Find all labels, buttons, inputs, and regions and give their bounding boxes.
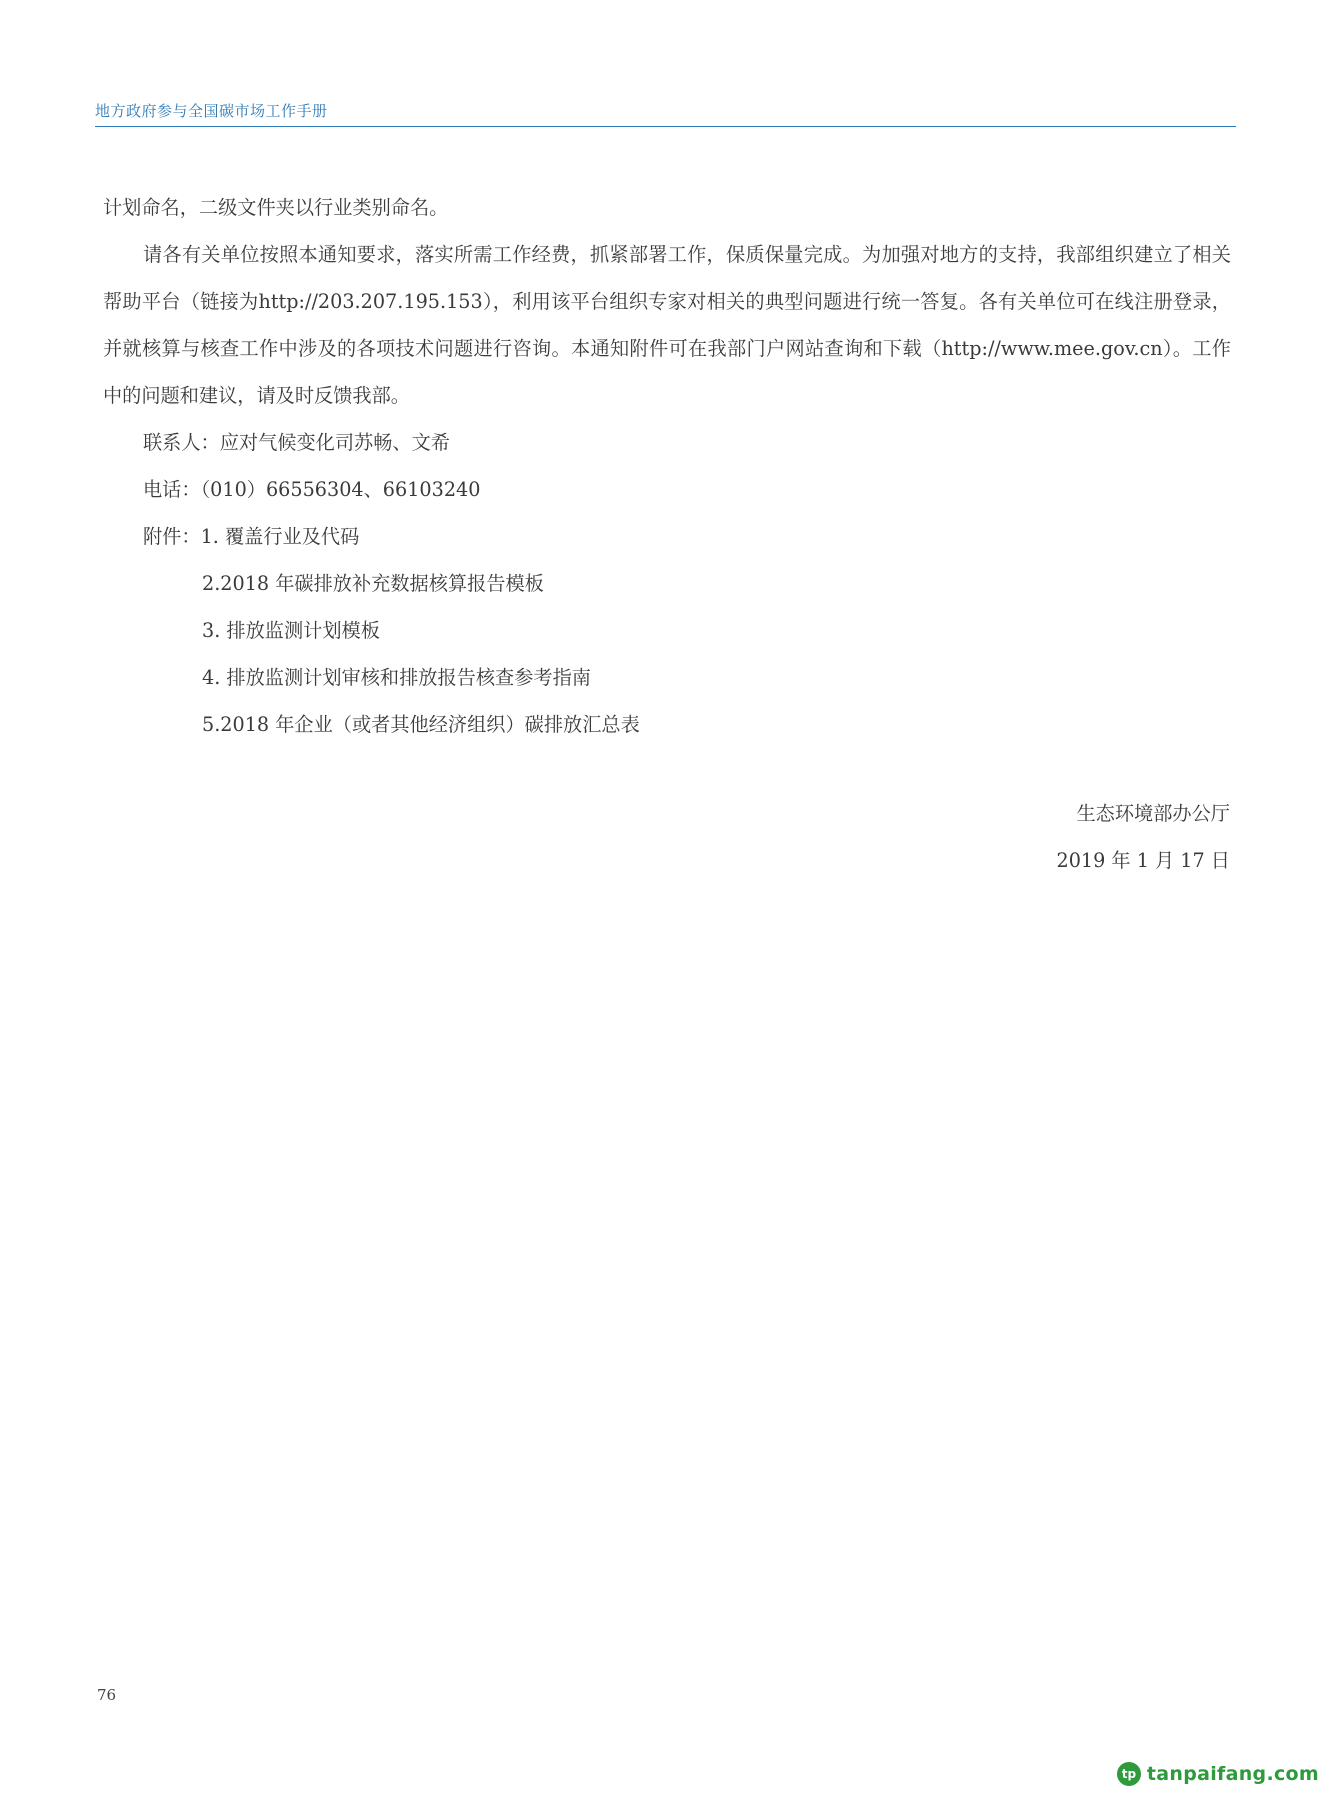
phone-line: 电话：（010）66556304、66103240 [143,478,481,501]
attachment-item: 4. 排放监测计划审核和排放报告核查参考指南 [202,666,591,689]
contact-line: 联系人：应对气候变化司苏畅、文希 [143,431,450,454]
attachment-item: 1. 覆盖行业及代码 [200,525,360,548]
watermark[interactable] [1117,1756,1319,1792]
attachments-label: 附件： [143,525,201,548]
running-header: 地方政府参与全国碳市场工作手册 [95,102,328,120]
paragraph-continuation: 计划命名，二级文件夹以行业类别命名。 [103,196,449,219]
attachment-item: 2.2018 年碳排放补充数据核算报告模板 [202,572,544,595]
signoff [1056,790,1230,884]
leaf-logo-icon: tp [1117,1762,1141,1786]
page-number: 76 [97,1686,117,1704]
paragraph-notice: 请各有关单位按照本通知要求，落实所需工作经费，抓紧部署工作，保质保量完成。为加强对地方的支持，我部组织建立了相关帮助平台（链接为http://203.207.195.153），利用该平台组织专家对相关的典型问题进行统一答复。各有关单位可在线注册登录，并就核算与核查工作中涉及的各项技术问题进行咨询。本通知附件可在我部门户网站查询和下载（http://www.mee.gov.cn）。工作中的问题和建议，请及时反馈我部。 [103,243,1231,407]
header-rule [95,126,1236,127]
issue-date: 2019 年 1 月 17 日 [1056,849,1230,872]
issuing-organization: 生态环境部办公厅 [1076,802,1230,825]
attachment-item: 3. 排放监测计划模板 [202,619,380,642]
document-body [103,184,1231,748]
attachment-item: 5.2018 年企业（或者其他经济组织）碳排放汇总表 [202,713,640,736]
watermark-text[interactable]: tanpaifang.com [1146,1763,1319,1785]
attachment-first-line [103,513,1231,560]
